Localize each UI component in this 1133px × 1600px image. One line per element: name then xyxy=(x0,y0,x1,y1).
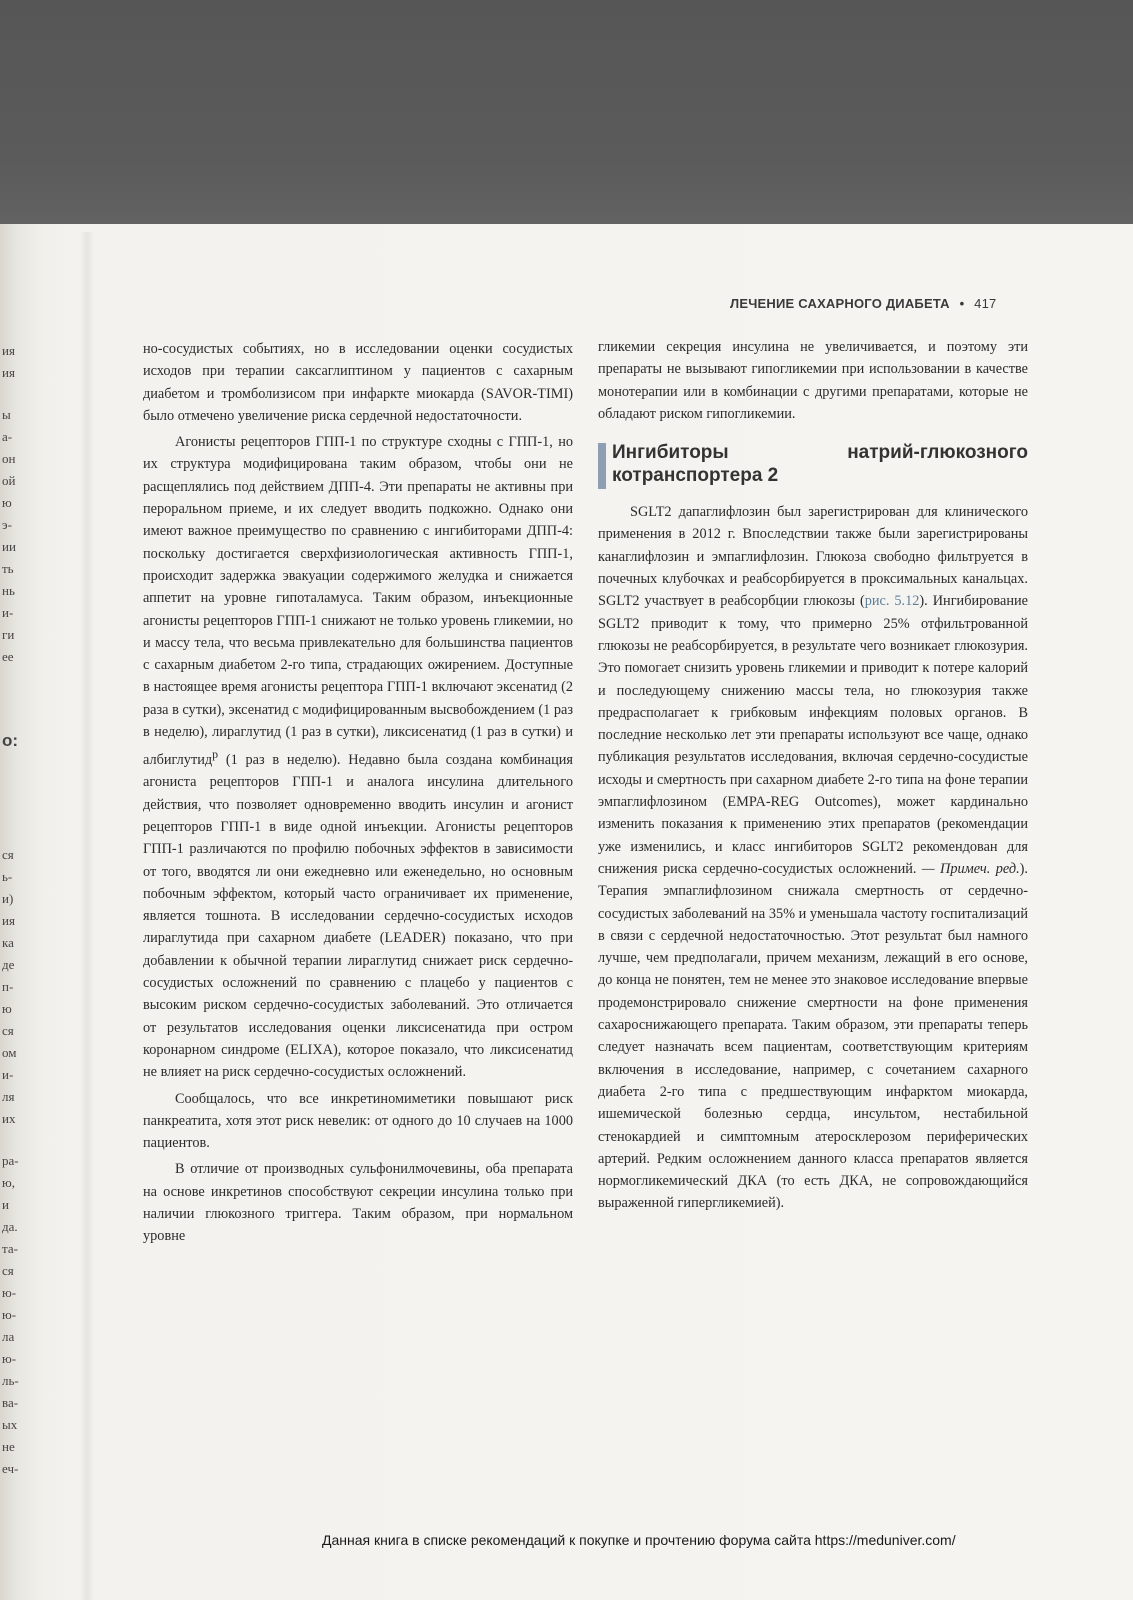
margin-fragment: ю- xyxy=(2,1351,17,1366)
margin-fragment: ть xyxy=(2,561,14,576)
margin-fragment: да. xyxy=(2,1219,18,1234)
margin-fragment: э- xyxy=(2,517,12,532)
margin-fragment: ю, xyxy=(2,1175,15,1190)
paragraph-text: Агонисты рецепторов ГПП-1 по структуре сходны с ГПП-1, но их структура модифицирована таким образом, чтобы они не расщеплялись под действием ДПП-4. Эти препараты не активны при пероральном приеме, и их следует вводить подкожно. Однако они имеют важное преимущество по сравнению с ингибиторами ДПП-4: поскольку достигается сверхфизиологическая активность ГПП-1, происходит задержка эвакуации содержимого желудка и снижается аппетит на уровне гипоталамуса. Таким образом, инъекционные агонисты рецепторов ГПП-1 снижают не только уровень гликемии, но и массу тела, что весьма привлекательно для большинства пациентов с сахарным диабетом 2-го типа, страдающих ожирением. Доступные в настоящее время агонисты рецептора ГПП-1 включают эксенатид (2 раза в сутки), эксенатид с модифицированным высвобождением (1 раз в неделю), лираглутид (1 раз в сутки), ликсисенатид (1 раз в сутки) и албиглутид xyxy=(143,434,573,769)
paragraph: Сообщалось, что все инкретиномиметики повышают риск панкреатита, хотя этот риск невелик: от одного до 10 случаев на 1000 пациентов. xyxy=(143,1090,573,1152)
margin-fragment: ся xyxy=(2,847,14,862)
margin-fragment: ра- xyxy=(2,1153,19,1168)
previous-page-margin-fragments xyxy=(2,340,40,1480)
margin-fragment: ия xyxy=(2,913,15,928)
margin-fragment: ы xyxy=(2,407,11,422)
figure-reference-link[interactable]: рис. 5.12 xyxy=(864,593,920,610)
margin-fragment: ва- xyxy=(2,1395,19,1410)
margin-fragment: ка xyxy=(2,935,14,950)
margin-fragment: и- xyxy=(2,605,14,620)
margin-fragment: та- xyxy=(2,1241,18,1256)
margin-fragment: п- xyxy=(2,979,14,994)
margin-fragment: не xyxy=(2,1439,15,1454)
page-fold-shadow xyxy=(80,232,94,1600)
paragraph: но-сосудистых событиях, но в исследовании оценки сосудистых исходов при терапии саксаглиптином у пациентов с сахарным диабетом и тромболизисом при инфаркте миокарда (SAVOR-TIMI) было отмечено увеличение риска сердечной недостаточности. xyxy=(143,341,573,424)
margin-fragment: а- xyxy=(2,429,13,444)
margin-fragment: ю xyxy=(2,495,12,510)
paragraph-text: SGLT2 дапаглифлозин был зарегистрирован для клинического применения в 2012 г. Впоследствии также были зарегистрированы канаглифлозин и эмпаглифлозин. Глюкоза свободно фильтруется в почечных клубочках и реабсорбируется в проксимальных канальцах. SGLT2 участвует в реабсорбции глюкозы ( xyxy=(598,504,1028,610)
page-number: 417 xyxy=(974,296,997,311)
paragraph-text: ). Терапия эмпаглифлозином снижала смертность от сердечно-сосудистых заболеваний на 35% и уменьшала частоту госпитализаций в связи с сердечной недостаточностью. Этот результат был намного лучше, чем предполагали, причем механизм, лежащий в его основе, до конца не понятен, тем не менее это знаковое исследование впервые продемонстрировало снижение смертности на фоне применения сахароснижающего препарата. Таким образом, эти препараты теперь следует назначать всем пациентам, соответствующим критериям включения в исследование, например, с сочетанием сахарного диабета 2-го типа с предшествующим инфарктом миокарда, ишемической болезнью сердца, инсультом, нестабильной стенокардией и симптомным атеросклерозом периферических артерий. Редким осложнением данного класса препаратов является нормогликемический ДКА (то есть ДКА, не сопровождающийся выраженной гипергликемией). xyxy=(598,860,1028,1212)
paragraph-text: ). Ингибирование SGLT2 приводит к тому, что примерно 25% отфильтрованной глюкозы не реабсорбируется, в результате чего возникает глюкозурия. Это помогает снизить уровень гликемии и приводит к потере калорий и последующему снижению массы тела, но глюкозурия также предрасполагает к грибковым инфекциям половых органов. В последние несколько лет эти препараты используют все чаще, однако публикация результатов исследования, включая сердечно-сосудистые исходы и смертность при сахарном диабете 2-го типа на фоне терапии эмпаглифлозином (EMPA-REG Outcomes), может кардинально изменить показания к применению этих препаратов (рекомендации уже изменились, и класс ингибиторов SGLT2 рекомендован для снижения риска сердечно-сосудистых осложнений. xyxy=(598,593,1028,877)
margin-fragment: ом xyxy=(2,1045,17,1060)
margin-fragment: ю- xyxy=(2,1307,17,1322)
paragraph xyxy=(143,431,573,1083)
margin-fragment: ь- xyxy=(2,869,13,884)
margin-fragment: еч- xyxy=(2,1461,19,1476)
margin-fragment: он xyxy=(2,451,16,466)
margin-fragment: ых xyxy=(2,1417,18,1432)
margin-fragment: ю xyxy=(2,1001,12,1016)
paragraph: гликемии секреция инсулина не увеличивается, и поэтому эти препараты не вызывают гипогликемии при использовании в качестве монотерапии или в комбинации с другими препаратами, которые не обладают риском гипогликемии. xyxy=(598,339,1028,422)
margin-fragment: ла xyxy=(2,1329,15,1344)
left-column xyxy=(143,338,573,1248)
superscript-mark: р xyxy=(212,747,219,762)
margin-fragment: ия xyxy=(2,365,15,380)
margin-fragment: нь xyxy=(2,583,15,598)
paragraph: В отличие от производных сульфонилмочевины, оба препарата на основе инкретинов способствуют секреции инсулина только при наличии глюкозного триггера. Таким образом, при нормальном уровне xyxy=(143,1161,573,1245)
margin-fragment: ее xyxy=(2,649,14,664)
margin-fragment: и- xyxy=(2,1067,14,1082)
margin-fragment: ся xyxy=(2,1023,14,1038)
margin-fragment: и) xyxy=(2,891,14,906)
margin-fragment: ля xyxy=(2,1089,15,1104)
margin-fragment: и xyxy=(2,1197,9,1212)
paragraph xyxy=(598,501,1028,1215)
scan-dark-background xyxy=(0,0,1133,232)
running-head xyxy=(730,296,1030,318)
paragraph-text: (1 раз в неделю). Недавно была создана комбинация агониста рецепторов ГПП-1 и аналога инсулина длительного действия, что позволяет одновременно вводить инсулин и агонист рецепторов ГПП-1 в виде одной инъекции. Агонисты рецепторов ГПП-1 различаются по профилю побочных эффектов в зависимости от того, вводятся ли они ежедневно или еженедельно, но основным побочным эффектом, который часто ограничивает их применение, является тошнота. В исследовании сердечно-сосудистых исходов лираглутида при сахарном диабете (LEADER) показано, что при добавлении к обычной терапии лираглутид снижает риск сердечно-сосудистых осложнений по сравнению с плацебо у пациентов с высоким риском сердечно-сосудистых заболеваний. Это отличается от результатов исследования оценки ликсисенатида при остром коронарном синдроме (ELIXA), которое показало, что ликсисенатид не влияет на риск сердечно-сосудистых осложнений. xyxy=(143,752,573,1081)
right-column xyxy=(598,336,1028,1215)
margin-fragment: о: xyxy=(2,731,19,750)
margin-fragment: де xyxy=(2,957,15,972)
margin-fragment: ия xyxy=(2,343,15,358)
section-heading: Ингибиторы натрий-глюкозного котранспортера 2 xyxy=(598,441,1028,487)
editor-note: — Примеч. ред. xyxy=(921,860,1020,877)
margin-fragment: ю- xyxy=(2,1285,17,1300)
margin-fragment: ии xyxy=(2,539,16,554)
margin-fragment: ги xyxy=(2,627,15,642)
footer-note: Данная книга в списке рекомендаций к покупке и прочтению форума сайта https://meduniver.com/ xyxy=(322,1532,956,1548)
margin-fragment: их xyxy=(2,1111,16,1126)
margin-fragment: ой xyxy=(2,473,16,488)
margin-fragment: ль- xyxy=(2,1373,19,1388)
running-head-title: ЛЕЧЕНИЕ САХАРНОГО ДИАБЕТА xyxy=(730,296,950,311)
running-head-separator: • xyxy=(959,296,965,311)
margin-fragment: ся xyxy=(2,1263,14,1278)
